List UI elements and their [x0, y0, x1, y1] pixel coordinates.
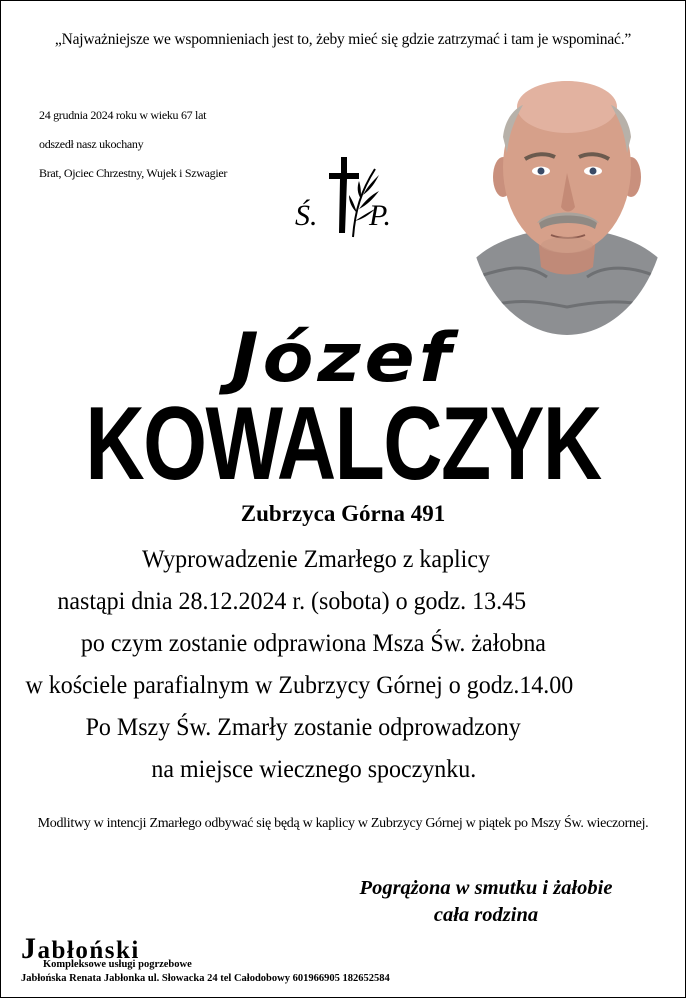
prayer-note: Modlitwy w intencji Zmarłego odbywać się będą w kaplicy w Zubrzycy Górnej w piątek po Mszy Św. wieczornej.	[37, 816, 649, 831]
announcement-line: Wyprowadzenie Zmarłego z kaplicy	[142, 544, 490, 573]
funeral-company	[21, 932, 390, 984]
announcement-line: po czym zostanie odprawiona Msza Św. żałobna	[80, 628, 546, 657]
company-address: Jabłońska Renata Jabłonka ul. Słowacka 24 tel Całodobowy 601966905 182652584	[21, 973, 390, 984]
portrait-photo	[467, 67, 667, 335]
death-info	[39, 101, 227, 188]
announcement-line: nastąpi dnia 28.12.2024 r. (sobota) o godz. 13.45	[57, 586, 527, 615]
death-info-line: 24 grudnia 2024 roku w wieku 67 lat	[39, 108, 207, 122]
deceased-address: Zubrzyca Górna 491	[240, 501, 446, 526]
memorial-quote: „Najważniejsze we wspomnieniach jest to, żeby mieć się gdzie zatrzymać i tam je wspominać.”	[54, 31, 632, 48]
announcement-line: na miejsce wiecznego spoczynku.	[151, 754, 477, 783]
funeral-announcement	[1, 538, 685, 790]
death-info-line: odszedł nasz ukochany	[39, 137, 144, 151]
announcement-line: w kościele parafialnym w Zubrzycy Górnej o godz.14.00	[25, 670, 574, 699]
emblem-right: P.	[369, 199, 391, 232]
family-signature	[321, 875, 651, 929]
last-name: KOWALCZYK	[85, 386, 601, 502]
first-name: Józef	[231, 318, 455, 398]
family-line: cała rodzina	[433, 904, 539, 926]
cross-with-palm-icon	[293, 151, 393, 241]
sp-emblem	[293, 151, 393, 241]
emblem-left: Ś.	[295, 199, 318, 232]
family-line: Pogrążona w smutku i żałobie	[359, 877, 613, 899]
company-name-rest: abłoński	[37, 937, 140, 964]
company-subtitle: Kompleksowe usługi pogrzebowe	[43, 959, 192, 970]
death-info-line: Brat, Ojciec Chrzestny, Wujek i Szwagier	[39, 166, 228, 180]
deceased-photo	[467, 67, 667, 335]
company-initial: J	[21, 932, 38, 965]
announcement-line: Po Mszy Św. Zmarły zostanie odprowadzony	[85, 712, 521, 741]
